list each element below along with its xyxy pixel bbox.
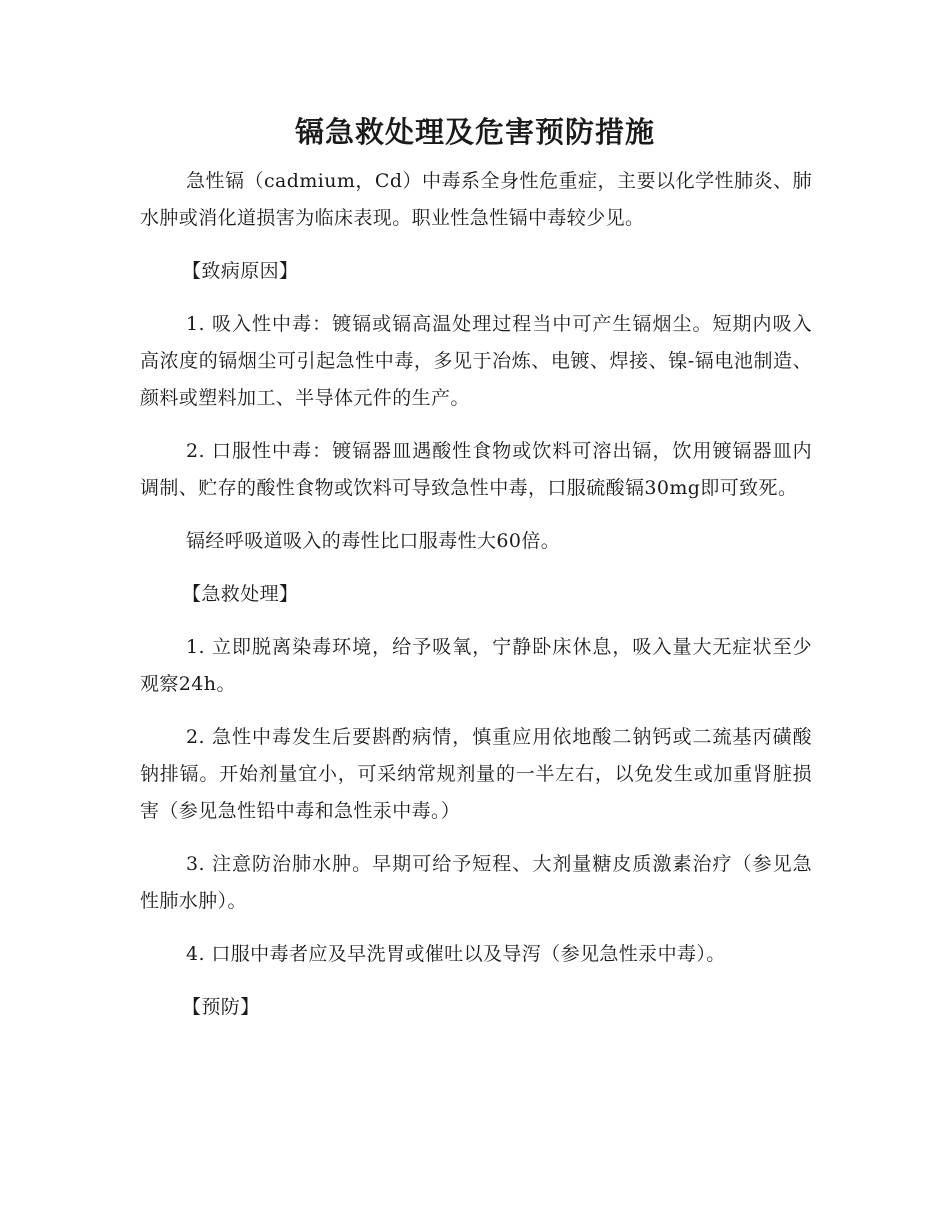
paragraph-first-aid-4: 4. 口服中毒者应及早洗胃或催吐以及导泻（参见急性汞中毒）。 <box>186 943 726 965</box>
section-heading-first-aid: 【急救处理】 <box>182 583 299 605</box>
paragraph-toxicity-note: 镉经呼吸道吸入的毒性比口服毒性大60倍。 <box>186 530 561 552</box>
paragraph-first-aid-1: 1. 立即脱离染毒环境，给予吸氧，宁静卧床休息，吸入量大无症状至少观察24h。 <box>140 636 812 695</box>
paragraph-first-aid-3: 3. 注意防治肺水肿。早期可给予短程、大剂量糖皮质激素治疗（参见急性肺水肿）。 <box>140 853 812 912</box>
intro-paragraph: 急性镉（cadmium，Cd）中毒系全身性危重症，主要以化学性肺炎、肺水肿或消化道损害为临床表现。职业性急性镉中毒较少见。 <box>140 170 812 229</box>
page-title: 镉急救处理及危害预防措施 <box>294 115 655 149</box>
paragraph-first-aid-2: 2. 急性中毒发生后要斟酌病情，慎重应用依地酸二钠钙或二巯基丙磺酸钠排镉。开始剂量宜小，可采纳常规剂量的一半左右，以免发生或加重肾脏损害（参见急性铅中毒和急性汞中毒。） <box>140 726 812 822</box>
paragraph-inhalation: 1. 吸入性中毒：镀镉或镉高温处理过程当中可产生镉烟尘。短期内吸入高浓度的镉烟尘可引起急性中毒，多见于冶炼、电镀、焊接、镍-镉电池制造、颜料或塑料加工、半导体元件的生产。 <box>140 313 812 409</box>
section-heading-causes: 【致病原因】 <box>182 260 299 282</box>
section-heading-prevention: 【预防】 <box>182 996 260 1018</box>
paragraph-oral: 2. 口服性中毒：镀镉器皿遇酸性食物或饮料可溶出镉，饮用镀镉器皿内调制、贮存的酸性食物或饮料可导致急性中毒，口服硫酸镉30mg即可致死。 <box>140 440 812 499</box>
document-body <box>140 163 812 1042</box>
